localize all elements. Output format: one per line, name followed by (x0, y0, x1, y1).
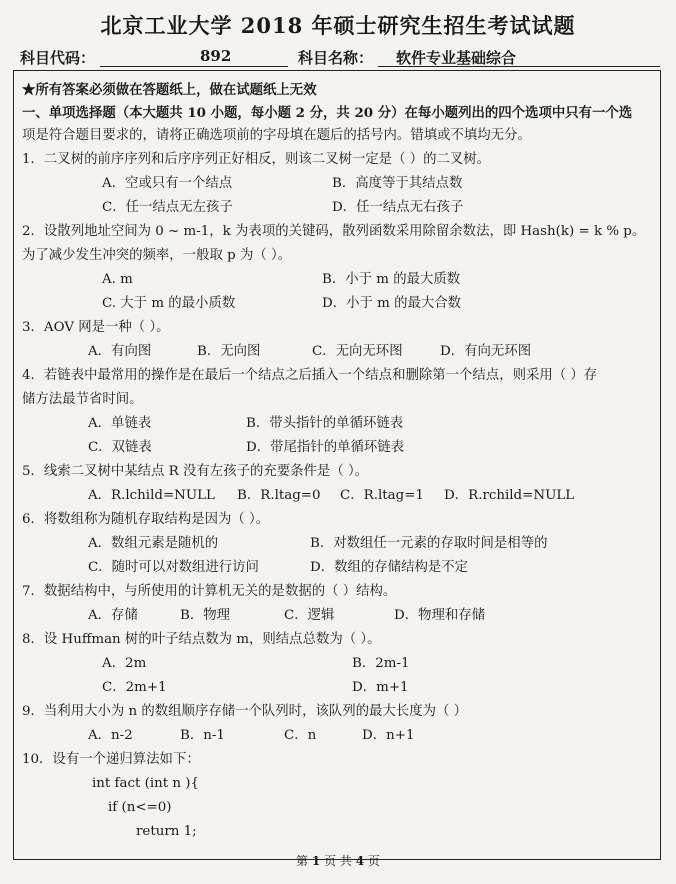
q5-option-b: B．R.ltag=0 (237, 488, 321, 503)
subject-name-value: 软件专业基础综合 (396, 49, 517, 67)
q7-option-a: A．存储 (88, 608, 138, 623)
q10-code-line3: return 1; (136, 824, 197, 839)
q8-option-d: D．m+1 (352, 680, 409, 695)
q8-stem: 8．设 Huffman 树的叶子结点数为 m，则结点总数为（ ）。 (22, 632, 381, 647)
section1-intro-line1 (22, 104, 632, 123)
q5-option-a: A．R.lchild=NULL (88, 488, 215, 503)
q10-code-line2: if (n<=0) (108, 800, 172, 815)
subject-code-label: 科目代码： (20, 49, 96, 67)
q6-stem: 6．将数组称为随机存取结构是因为（ ）。 (22, 512, 270, 527)
q10-code-line1: int fact (int n ){ (92, 776, 200, 791)
q9-option-b: B．n-1 (180, 728, 225, 743)
q9-option-c: C．n (284, 728, 317, 743)
q4-stem-line1: 4．若链表中最常用的操作是在最后一个结点之后插入一个结点和删除第一个结点，则采用（ ）存 (22, 368, 598, 383)
q1-option-c: C．任一结点无左孩子 (102, 200, 233, 215)
q8-option-c: C．2m+1 (102, 680, 167, 695)
q6-option-a: A．数组元素是随机的 (88, 536, 219, 551)
q9-stem: 9．当利用大小为 n 的数组顺序存储一个队列时，该队列的最大长度为（ ） (22, 704, 468, 719)
subject-name-label: 科目名称： (298, 49, 374, 67)
section1-intro-line2: 项是符合题目要求的，请将正确选项前的字母填在题后的括号内。错填或不填均无分。 (22, 128, 531, 143)
page-footer (0, 852, 676, 869)
q3-option-a: A．有向图 (88, 344, 152, 359)
q10-stem: 10．设有一个递归算法如下： (22, 752, 200, 767)
q1-stem: 1．二叉树的前序序列和后序序列正好相反，则该二叉树一定是（ ）的二叉树。 (22, 152, 491, 167)
q5-option-c: C．R.ltag=1 (340, 488, 424, 503)
q1-option-d: D．任一结点无右孩子 (332, 200, 464, 215)
q4-stem-line2: 储方法最节省时间。 (22, 392, 143, 407)
footer-prefix: 第 (296, 854, 309, 868)
q1-option-b: B．高度等于其结点数 (332, 176, 463, 191)
q4-option-d: D．带尾指针的单循环链表 (246, 440, 405, 455)
q2-option-d: D．小于 m 的最大合数 (322, 296, 462, 311)
q2-option-a: A. m (102, 272, 133, 287)
exam-title: 北京工业大学 2018 年硕士研究生招生考试试题 (100, 13, 576, 38)
question-frame (13, 70, 661, 860)
q1-option-a: A．空或只有一个结点 (102, 176, 233, 191)
q4-option-b: B．带头指针的单循环链表 (246, 416, 404, 431)
q3-option-d: D．有向无环图 (440, 344, 532, 359)
q2-stem-line1: 2．设散列地址空间为 0 ~ m-1，k 为表项的关键码，散列函数采用除留余数法，即 Hash(k) = k % p。 (22, 224, 646, 239)
q5-option-d: D．R.rchild=NULL (444, 488, 575, 503)
q3-option-c: C．无向无环图 (312, 344, 403, 359)
notice: ★所有答案必须做在答题纸上，做在试题纸上无效 (22, 82, 317, 98)
q7-option-c: C．逻辑 (284, 608, 335, 623)
q6-option-d: D．数组的存储结构是不定 (310, 560, 469, 575)
subject-code-value: 892 (200, 47, 232, 65)
q4-option-c: C．双链表 (88, 440, 152, 455)
footer-suffix: 页 (367, 854, 380, 868)
q6-option-b: B．对数组任一元素的存取时间是相等的 (310, 536, 548, 551)
q3-stem: 3．AOV 网是一种（ ）。 (22, 320, 170, 335)
q2-option-c: C. 大于 m 的最小质数 (102, 296, 236, 311)
footer-total-pages: 4 (355, 854, 365, 868)
q5-stem: 5．线索二叉树中某结点 R 没有左孩子的充要条件是（ ）。 (22, 464, 369, 479)
q7-stem: 7．数据结构中，与所使用的计算机无关的是数据的（ ）结构。 (22, 584, 397, 599)
section1-intro-text: 一、单项选择题（本大题共 10 小题，每小题 2 分，共 20 分）在每小题列出的四个选项中只有一个选 (22, 105, 633, 121)
q9-option-d: D．n+1 (362, 728, 415, 743)
q7-option-d: D．物理和存储 (394, 608, 486, 623)
q9-option-a: A．n-2 (88, 728, 133, 743)
q8-option-a: A．2m (102, 656, 147, 671)
q8-option-b: B．2m-1 (352, 656, 410, 671)
code-underline (100, 66, 288, 67)
q6-option-c: C．随时可以对数组进行访问 (88, 560, 259, 575)
footer-page-number: 1 (311, 854, 321, 868)
footer-middle: 页 共 (324, 854, 352, 868)
name-underline (378, 66, 660, 67)
q3-option-b: B．无向图 (197, 344, 261, 359)
q2-option-b: B．小于 m 的最大质数 (322, 272, 461, 287)
q2-stem-line2: 为了减少发生冲突的频率，一般取 p 为（ ）。 (22, 248, 292, 263)
q7-option-b: B．物理 (180, 608, 231, 623)
q4-option-a: A．单链表 (88, 416, 152, 431)
